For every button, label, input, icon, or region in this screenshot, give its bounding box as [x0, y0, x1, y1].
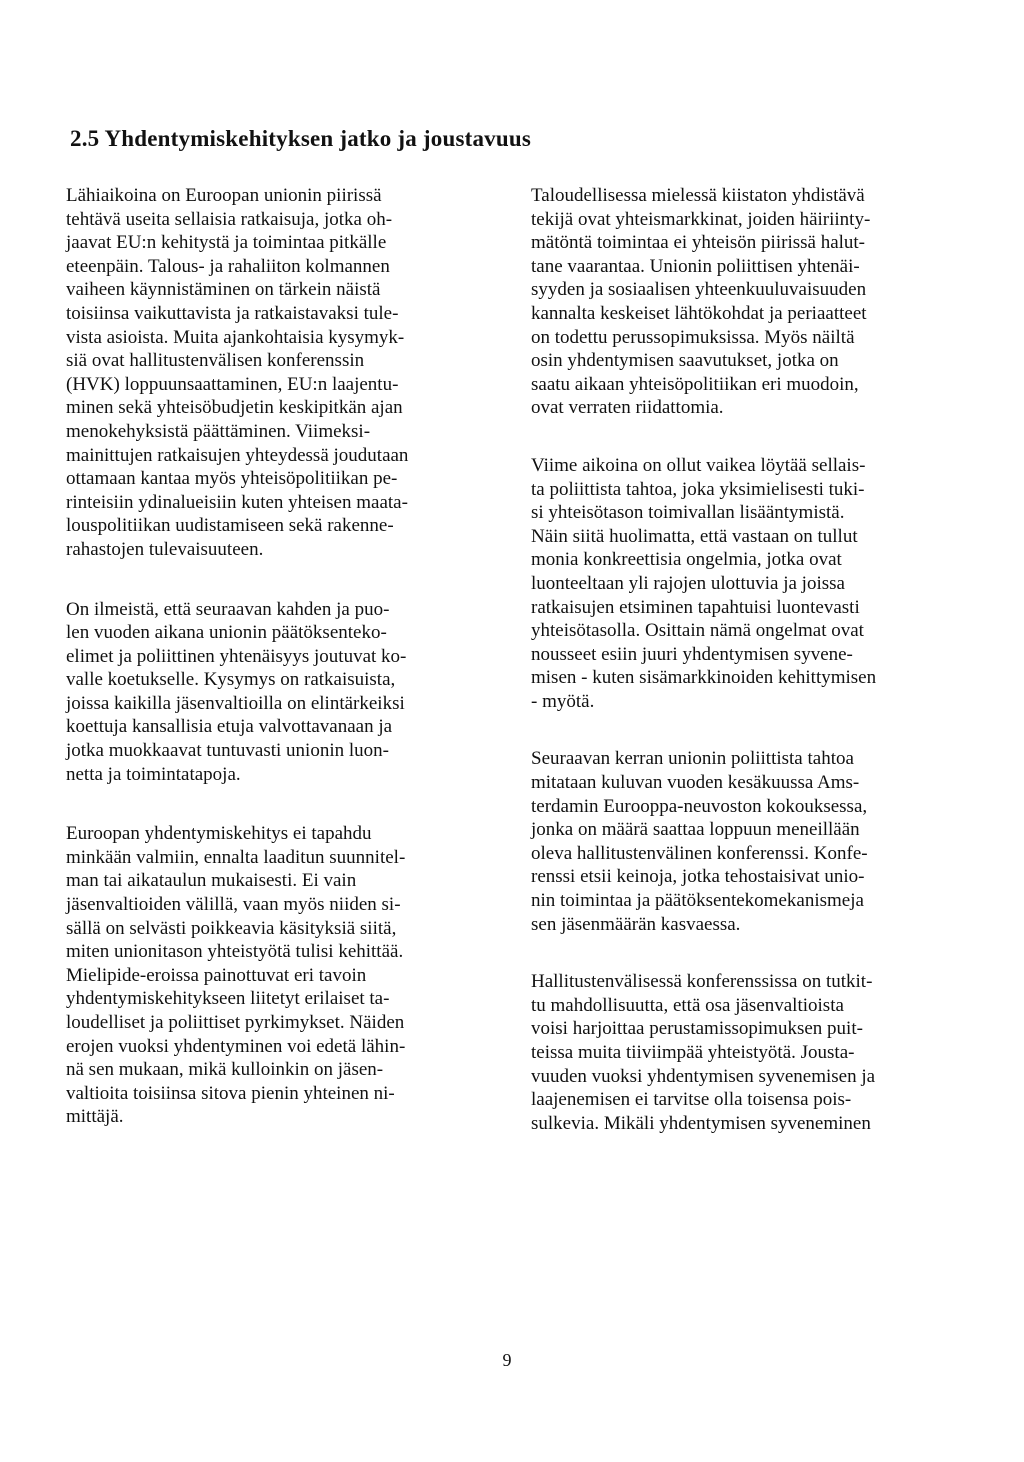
text-line: kannalta keskeiset lähtökohdat ja periaatteet	[531, 302, 867, 324]
text-line: nousseet esiin juuri yhdentymisen syvene-	[531, 643, 853, 665]
paragraph	[66, 184, 511, 562]
text-line: si yhteisötason toimivallan lisääntymistä.	[531, 502, 845, 524]
text-line: On ilmeistä, että seuraavan kahden ja puo-	[66, 598, 390, 620]
text-line: erojen vuoksi yhdentyminen voi edetä lähin-	[66, 1035, 406, 1057]
text-line: osin yhdentymisen saavutukset, jotka on	[531, 350, 839, 372]
paragraph	[531, 454, 961, 714]
paragraph	[66, 598, 511, 787]
text-line: sällä on selvästi poikkeavia käsityksiä siitä,	[66, 917, 397, 939]
text-line: monia konkreettisia ongelmia, jotka ovat	[531, 549, 842, 571]
text-line: jotka muokkaavat tuntuvasti unionin luon-	[66, 740, 389, 762]
text-line: rinteisiin ydinalueisiin kuten yhteisen maata-	[66, 491, 408, 513]
text-line: vuuden vuoksi yhdentymisen syvenemisen ja	[531, 1065, 876, 1087]
text-line: mainittujen ratkaisujen yhteydessä joudutaan	[66, 444, 409, 466]
paragraph	[531, 184, 961, 420]
page-number: 9	[502, 1350, 512, 1370]
right-column	[531, 184, 961, 1135]
paragraph	[531, 970, 961, 1135]
text-line: teissa muita tiiviimpää yhteistyötä. Jousta-	[531, 1042, 855, 1063]
text-line: ottamaan kantaa myös yhteisöpolitiikan pe-	[66, 468, 398, 490]
text-line: siä ovat hallitustenvälisen konferenssin	[66, 350, 365, 372]
text-line: tehtävä useita sellaisia ratkaisuja, jotka oh-	[66, 208, 393, 230]
text-line: mitataan kuluvan vuoden kesäkuussa Ams-	[531, 772, 860, 794]
text-line: loudelliset ja poliittiset pyrkimykset. Näiden	[66, 1012, 405, 1033]
text-line: tane vaarantaa. Unionin poliittisen yhtenäi-	[531, 255, 860, 277]
text-line: Näin siitä huolimatta, että vastaan on tullut	[531, 525, 858, 547]
text-line: renssi etsii keinoja, jotka tehostaisivat unio-	[531, 866, 865, 888]
text-line: ratkaisujen etsiminen tapahtuisi luontevasti	[531, 596, 860, 618]
text-line: Lähiaikoina on Euroopan unionin piirissä	[66, 185, 382, 206]
text-line: Viime aikoina on ollut vaikea löytää sellais-	[531, 454, 866, 476]
text-line: joissa kaikilla jäsenvaltioilla on elintärkeiksi	[66, 692, 405, 714]
text-line: luonteeltaan yli rajojen ulottuvia ja joissa	[531, 572, 845, 594]
text-line: Mielipide-eroissa painottuvat eri tavoin	[66, 964, 367, 986]
text-line: yhdentymiskehitykseen liitetyt erilaiset ta-	[66, 988, 390, 1010]
text-line: Euroopan yhdentymiskehitys ei tapahdu	[66, 823, 372, 845]
text-line: vaiheen käynnistäminen on tärkein näistä	[66, 279, 381, 301]
left-column	[66, 184, 511, 1129]
text-line: mittäjä.	[66, 1106, 124, 1128]
text-line: vista asioista. Muita ajankohtaisia kysymyk-	[66, 326, 405, 348]
text-line: terdamin Eurooppa-neuvoston kokouksessa,	[531, 795, 868, 817]
text-line: (HVK) loppuunsaattaminen, EU:n laajentu-	[66, 373, 399, 395]
text-line: oleva hallitustenvälinen konferenssi. Konfe-	[531, 842, 868, 864]
text-line: valle koetukselle. Kysymys on ratkaisuista,	[66, 669, 396, 691]
text-line: misen - kuten sisämarkkinoiden kehittymisen	[531, 667, 877, 689]
text-line: on todettu perussopimuksissa. Myös näiltä	[531, 326, 855, 348]
text-line: nin toimintaa ja päätöksentekomekanismeja	[531, 890, 864, 912]
text-line: man tai aikataulun mukaisesti. Ei vain	[66, 870, 357, 892]
text-line: mätöntä toimintaa ei yhteisön piirissä halut-	[531, 232, 866, 254]
text-line: netta ja toimintatapoja.	[66, 763, 241, 785]
text-line: voisi harjoittaa perustamissopimuksen puit-	[531, 1018, 863, 1040]
text-line: valtioita toisiinsa sitova pienin yhteinen ni-	[66, 1082, 395, 1104]
text-line: rahastojen tulevaisuuteen.	[66, 538, 264, 560]
text-line: yhteisötasolla. Osittain nämä ongelmat ovat	[531, 620, 864, 642]
text-line: tekijä ovat yhteismarkkinat, joiden häiriinty-	[531, 208, 871, 230]
text-line: ta poliittista tahtoa, joka yksimielisesti tuki-	[531, 478, 865, 500]
text-line: toisiinsa vaikuttavista ja ratkaistavaksi tule-	[66, 302, 399, 324]
text-line: - myötä.	[531, 690, 595, 712]
text-line: syyden ja sosiaalisen yhteenkuuluvaisuuden	[531, 279, 867, 301]
text-line: menokehyksistä päättäminen. Viimeksi-	[66, 420, 371, 442]
text-line: len vuoden aikana unionin päätöksenteko-	[66, 622, 387, 644]
text-line: nä sen mukaan, mikä kulloinkin on jäsen-	[66, 1059, 384, 1081]
text-line: Hallitustenvälisessä konferenssissa on tutkit-	[531, 971, 873, 993]
text-line: laajenemisen ei tarvitse olla toisensa pois-	[531, 1089, 852, 1111]
text-line: elimet ja poliittinen yhtenäisyys joutuvat ko-	[66, 645, 407, 667]
text-line: koettuja kansallisia etuja valvottavanaan ja	[66, 716, 393, 738]
text-line: minkään valmiin, ennalta laaditun suunnitel-	[66, 846, 406, 868]
text-line: ovat verraten riidattomia.	[531, 397, 724, 419]
text-line: sulkevia. Mikäli yhdentymisen syveneminen	[531, 1112, 871, 1134]
text-line: Taloudellisessa mielessä kiistaton yhdistävä	[531, 185, 865, 206]
text-line: Seuraavan kerran unionin poliittista tahtoa	[531, 748, 854, 770]
text-line: tu mahdollisuutta, että osa jäsenvaltioista	[531, 994, 844, 1016]
text-line: jaavat EU:n kehitystä ja toimintaa pitkälle	[66, 232, 387, 254]
text-line: minen sekä yhteisöbudjetin keskipitkän ajan	[66, 397, 403, 419]
text-line: eteenpäin. Talous- ja rahaliiton kolmannen	[66, 255, 390, 277]
text-line: louspolitiikan uudistamiseen sekä rakenne-	[66, 515, 394, 537]
text-line: sen jäsenmäärän kasvaessa.	[531, 913, 741, 935]
text-line: jonka on määrä saattaa loppuun meneillään	[531, 819, 860, 841]
paragraph	[66, 822, 511, 1129]
text-line: saatu aikaan yhteisöpolitiikan eri muodoin,	[531, 373, 859, 395]
section-heading: 2.5 Yhdentymiskehityksen jatko ja joustavuus	[70, 126, 531, 151]
paragraph	[531, 747, 961, 936]
text-line: miten unionitason yhteistyötä tulisi kehittää.	[66, 941, 404, 963]
text-line: jäsenvaltioiden välillä, vaan myös niiden si-	[66, 894, 401, 916]
